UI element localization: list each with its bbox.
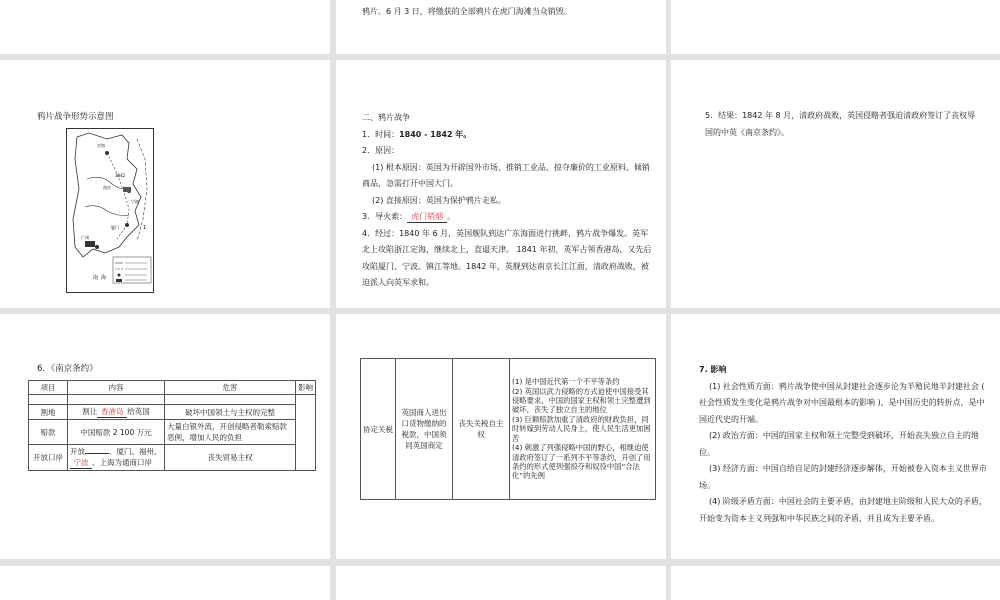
treaty-title: 6．《南京条约》 bbox=[37, 364, 98, 374]
impact-item: (3) 巨额赔款加重了清政府的财政负担，同时转嫁到劳动人民身上，使人民生活更加困苦 bbox=[512, 414, 651, 443]
answer-ningbo: 宁波 bbox=[70, 457, 92, 469]
table-row bbox=[29, 395, 316, 405]
impact-political: (2) 政治方面：中国的国家主权和领土完整受到破坏，开始丧失独立自主的地位。 bbox=[699, 431, 979, 457]
cell-content: 割让 香港岛 给英国 bbox=[68, 405, 165, 420]
trigger-line: 3．导火索： 虎门销烟 。 bbox=[362, 212, 456, 221]
cell-harm: 大量白银外流，开创侵略者勒索赔款恶例，增加人民的负担 bbox=[165, 420, 296, 445]
slide-3 bbox=[671, 0, 1000, 54]
slide-10 bbox=[0, 566, 330, 600]
header-harm: 危害 bbox=[165, 381, 296, 395]
map-label-nanjing: 南京 bbox=[103, 185, 111, 190]
impact-item: (4) 刺激了列强侵略中国的野心，相继迫使清政府签订了一系列不平等条约，开创了用条约的形式使列强掠夺和奴役中国“合法化”的先例 bbox=[512, 443, 651, 481]
table-header-row bbox=[29, 381, 316, 395]
map-label-guangzhou: 广州 bbox=[81, 235, 89, 240]
root-cause: (1) 根本原因：英国为开辟国外市场、推销工业品、掠夺廉价的工业原料、倾销商品，急需打开中国大门。 bbox=[362, 162, 650, 188]
cell-tariff-harm: 丧失关税自主权 bbox=[453, 359, 510, 500]
cell-item: 割地 bbox=[29, 405, 68, 420]
slide-5 bbox=[336, 60, 666, 308]
map-label-nan: 南 bbox=[93, 275, 99, 281]
slide-2-text: 鸦片。6 月 3 日，将缴获的全部鸦片在虎门海滩当众销毁。 bbox=[362, 7, 572, 16]
section-heading: 二、鸦片战争 bbox=[362, 113, 410, 122]
slide-6 bbox=[671, 60, 1000, 308]
slide-2 bbox=[336, 0, 666, 54]
slide-1 bbox=[0, 0, 330, 54]
map-label-ningbo: 宁波 bbox=[131, 199, 139, 204]
impact-item: (1) 是中国近代第一个不平等条约 bbox=[512, 377, 620, 387]
cell-item: 赔款 bbox=[29, 420, 68, 445]
cell-tariff: 协定关税 bbox=[361, 359, 396, 500]
process-text: 4．经过：1840 年 6 月，英国舰队到达广东海面进行挑衅，鸦片战争爆发。英军北上攻陷浙江定海，继续北上，直逼天津。 1841 年初，英军占领香港岛，又先后攻陷厦门、宁波、镇江等地。1842 年，英舰到达南京长江江面，清政府战败，被迫派人向英军求和。 bbox=[362, 228, 652, 287]
table-row bbox=[29, 420, 316, 445]
slide-7 bbox=[0, 314, 330, 559]
treaty-table bbox=[28, 380, 316, 471]
map-title: 鸦片战争形势示意图 bbox=[37, 112, 114, 122]
opium-war-map bbox=[66, 128, 154, 293]
cause-label: 2．原因： bbox=[362, 146, 400, 155]
cell-harm: 丧失贸易主权 bbox=[165, 445, 296, 471]
trigger-answer: 虎门销烟 bbox=[407, 211, 447, 223]
slide-8 bbox=[336, 314, 666, 559]
result-text: 5．结果：1842 年 8 月，清政府战败，英国侵略者强迫清政府签订了丧权辱国的中英《南京条约》。 bbox=[705, 111, 976, 137]
impact-cell bbox=[296, 395, 316, 471]
impact-class: (4) 阶级矛盾方面：中国社会的主要矛盾，由封建地主阶级和人民大众的矛盾，开始变为资本主义列强和中华民族之间的矛盾，并且成为主要矛盾。 bbox=[699, 497, 987, 523]
map-label-dinghai: 定海 bbox=[97, 143, 105, 148]
map-drawing bbox=[67, 129, 153, 292]
slide-11 bbox=[336, 566, 666, 600]
slide-9 bbox=[671, 314, 1000, 559]
cell-item: 开放口岸 bbox=[29, 445, 68, 471]
impact-social: (1) 社会性质方面：鸦片战争使中国从封建社会逐步沦为半殖民地半封建社会 ( 社会性质发生变化是鸦片战争对中国最根本的影响 )，是中国历史的转折点，是中国近代史的开端。 bbox=[699, 381, 985, 424]
table-row bbox=[361, 359, 656, 500]
impact-economic: (3) 经济方面：中国自给自足的封建经济逐步解体，开始被卷入资本主义世界市场。 bbox=[699, 464, 987, 490]
slide-12 bbox=[671, 566, 1000, 600]
map-label-hai: 海 bbox=[101, 275, 107, 281]
cell-tariff-impacts bbox=[510, 359, 656, 500]
table-row bbox=[29, 405, 316, 420]
tariff-table bbox=[360, 358, 656, 500]
slide-4 bbox=[0, 60, 330, 308]
impact-title: 7. 影响 bbox=[699, 365, 727, 374]
map-label-1: 1 bbox=[143, 225, 147, 231]
time-line: 1．时间：1840 - 1842 年。 bbox=[362, 129, 472, 139]
cell-tariff-content: 英国商人进出口货物缴纳的税款，中国须同英国商定 bbox=[396, 359, 453, 500]
table-row bbox=[29, 445, 316, 471]
map-label-xiamen: 厦门 bbox=[111, 225, 119, 230]
cell-content: 开放 、厦门、福州、宁波 、上海为通商口岸 bbox=[68, 445, 165, 471]
header-impact: 影响 bbox=[296, 381, 316, 395]
direct-cause: (2) 直接原因：英国为保护鸦片走私。 bbox=[372, 195, 506, 205]
header-content: 内容 bbox=[68, 381, 165, 395]
header-item: 项目 bbox=[29, 381, 68, 395]
impact-item: (2) 英国以武力侵略的方式迫使中国接受其侵略要求，中国的国家主权和领土完整遭到破坏，丧失了独立自主的地位 bbox=[512, 386, 651, 415]
cell-harm: 破坏中国领土与主权的完整 bbox=[165, 405, 296, 420]
answer-hongkong: 香港岛 bbox=[97, 406, 127, 418]
map-label-1842: 1842 bbox=[115, 173, 126, 178]
cell-content: 中国赔款 2 100 万元 bbox=[68, 420, 165, 445]
